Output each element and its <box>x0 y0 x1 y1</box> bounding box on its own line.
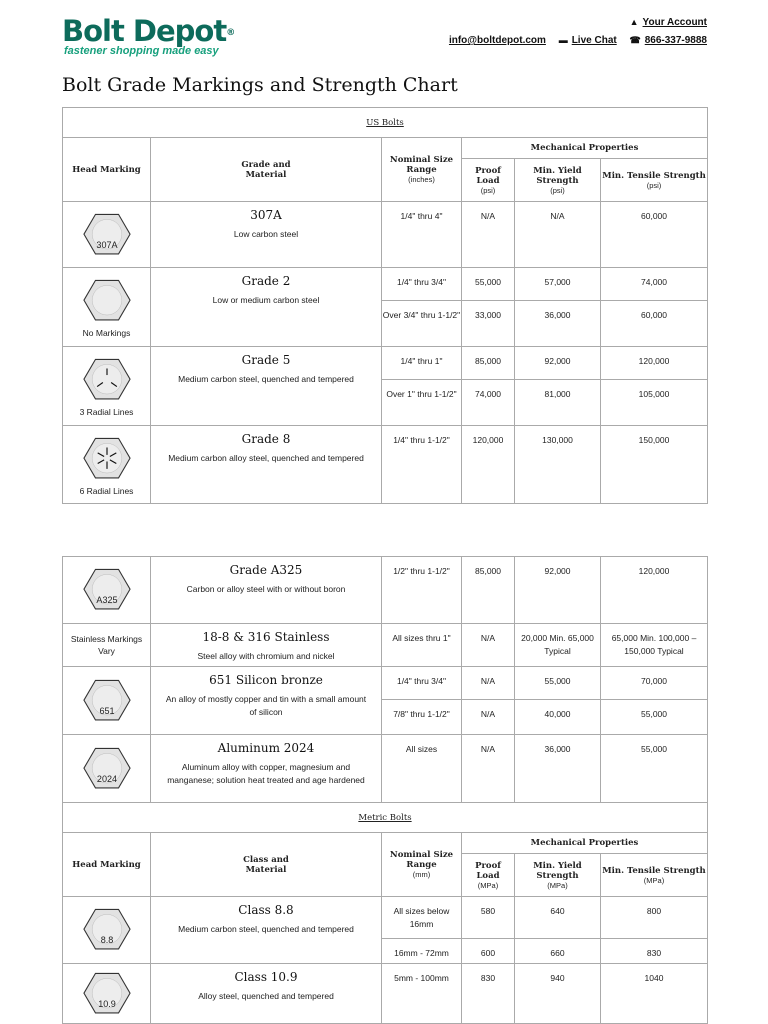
phone-link[interactable]: 866-337-9888 <box>644 35 707 46</box>
head-marking-cell <box>63 557 151 624</box>
grade-material: Aluminum alloy with copper, magnesium and manganese; solution heat treated and age hardened <box>167 762 365 785</box>
metric-mechanical-properties-header: Mechanical Properties <box>462 833 708 854</box>
size-cell: All sizes thru 1" <box>382 624 462 667</box>
min-yield-header: Min. Yield Strength (psi) <box>515 159 601 202</box>
min-yield-cell: N/A <box>515 202 601 268</box>
min-yield-cell: 640 <box>515 897 601 939</box>
grade-material: An alloy of mostly copper and tin with a small amount of silicon <box>165 694 367 717</box>
grade-name: 307A <box>250 208 282 222</box>
proof-load-cell: N/A <box>462 700 515 735</box>
grade-name: 18-8 & 316 Stainless <box>202 630 330 644</box>
head-marking-cell <box>63 667 151 735</box>
min-tensile-cell: 65,000 Min. 100,000 – 150,000 Typical <box>601 624 708 667</box>
bolt-head-icon <box>79 743 135 795</box>
class-material-header: Class and Material <box>151 833 382 897</box>
min-tensile-cell: 800 <box>601 897 708 939</box>
table-row <box>63 624 708 667</box>
size-cell: 5mm - 100mm <box>382 964 462 1024</box>
head-marking-cell <box>63 897 151 964</box>
size-cell: Over 3/4" thru 1-1/2" <box>382 301 462 347</box>
grade-material: Medium carbon alloy steel, quenched and tempered <box>168 453 364 463</box>
logo-text: Bolt Depot <box>62 14 227 48</box>
table-row <box>63 202 708 268</box>
chat-icon: ▬ <box>558 35 568 45</box>
size-cell: All sizes <box>382 735 462 803</box>
grade-material: Carbon or alloy steel with or without boron <box>186 584 346 594</box>
user-icon: ▲ <box>629 17 639 27</box>
head-marking-cell <box>63 347 151 426</box>
min-tensile-cell: 55,000 <box>601 735 708 803</box>
proof-load-cell: 600 <box>462 939 515 964</box>
nominal-size-header: Nominal Size Range (inches) <box>382 138 462 202</box>
grade-name: Class 8.8 <box>238 903 294 917</box>
grade-cell <box>151 202 382 268</box>
grade-name: Grade A325 <box>229 563 303 577</box>
grade-name: 651 Silicon bronze <box>209 673 323 687</box>
bolt-head-icon <box>79 675 135 727</box>
min-tensile-cell: 70,000 <box>601 667 708 700</box>
page-title: Bolt Grade Markings and Strength Chart <box>62 74 458 96</box>
min-yield-cell: 36,000 <box>515 301 601 347</box>
min-tensile-cell: 60,000 <box>601 301 708 347</box>
grade-cell <box>151 268 382 347</box>
min-yield-cell: 940 <box>515 964 601 1024</box>
grade-material: Low or medium carbon steel <box>212 295 320 305</box>
min-tensile-header: Min. Tensile Strength (psi) <box>601 159 708 202</box>
min-yield-cell: 130,000 <box>515 426 601 504</box>
head-marking-label: No Markings <box>82 328 131 338</box>
size-cell: 1/4" thru 3/4" <box>382 268 462 301</box>
table-row <box>63 557 708 624</box>
min-yield-cell: 55,000 <box>515 667 601 700</box>
proof-load-cell: 120,000 <box>462 426 515 504</box>
svg-text:8.8: 8.8 <box>100 935 113 946</box>
proof-load-cell: 33,000 <box>462 301 515 347</box>
head-marking-cell <box>63 268 151 347</box>
grade-cell <box>151 735 382 803</box>
bolt-head-icon <box>79 968 135 1020</box>
size-cell: Over 1" thru 1-1/2" <box>382 380 462 426</box>
grade-name: Grade 2 <box>241 274 291 288</box>
min-yield-cell: 40,000 <box>515 700 601 735</box>
grade-material: Medium carbon steel, quenched and tempered <box>178 924 354 934</box>
head-marking-cell <box>63 624 151 667</box>
svg-text:307A: 307A <box>95 239 118 250</box>
min-yield-cell: 20,000 Min. 65,000 Typical <box>515 624 601 667</box>
table-row <box>63 347 708 380</box>
account-link-row <box>630 17 707 28</box>
size-cell: 7/8" thru 1-1/2" <box>382 700 462 735</box>
logo-registered-mark: ® <box>226 28 235 38</box>
min-yield-cell: 81,000 <box>515 380 601 426</box>
grade-material: Medium carbon steel, quenched and tempered <box>178 374 354 384</box>
phone-icon: ☎ <box>629 35 641 45</box>
bolt-head-icon <box>79 433 135 485</box>
min-tensile-cell: 120,000 <box>601 557 708 624</box>
contact-links-row <box>449 35 707 46</box>
other-materials-table <box>62 556 708 1024</box>
size-cell: 16mm - 72mm <box>382 939 462 964</box>
min-tensile-cell: 55,000 <box>601 700 708 735</box>
live-chat-link[interactable]: Live Chat <box>571 35 617 46</box>
proof-load-cell: N/A <box>462 667 515 700</box>
your-account-link[interactable]: Your Account <box>642 17 707 28</box>
table-row <box>63 426 708 504</box>
bolt-head-icon <box>79 209 135 261</box>
metric-bolts-section-title: Metric Bolts <box>63 803 708 833</box>
grade-cell <box>151 964 382 1024</box>
proof-load-cell: N/A <box>462 624 515 667</box>
min-tensile-cell: 105,000 <box>601 380 708 426</box>
proof-load-cell: 55,000 <box>462 268 515 301</box>
proof-load-cell: 580 <box>462 897 515 939</box>
min-tensile-cell: 120,000 <box>601 347 708 380</box>
metric-min-yield-header: Min. Yield Strength (MPa) <box>515 854 601 897</box>
proof-load-header: Proof Load (psi) <box>462 159 515 202</box>
min-yield-cell: 92,000 <box>515 557 601 624</box>
grade-cell <box>151 557 382 624</box>
size-cell: 1/4" thru 3/4" <box>382 667 462 700</box>
svg-text:A325: A325 <box>95 595 118 606</box>
svg-text:651: 651 <box>98 705 115 716</box>
size-cell: All sizes below 16mm <box>382 897 462 939</box>
us-bolts-section-title: US Bolts <box>63 108 708 138</box>
head-marking-label: 3 Radial Lines <box>79 407 134 417</box>
proof-load-cell: 85,000 <box>462 347 515 380</box>
proof-load-cell: 830 <box>462 964 515 1024</box>
head-marking-cell <box>63 735 151 803</box>
table-row <box>63 964 708 1024</box>
grade-cell <box>151 347 382 426</box>
grade-cell <box>151 624 382 667</box>
head-marking-cell <box>63 964 151 1024</box>
proof-load-cell: N/A <box>462 202 515 268</box>
grade-cell <box>151 667 382 735</box>
table-row <box>63 735 708 803</box>
grade-name: Class 10.9 <box>234 970 298 984</box>
metric-nominal-size-header: Nominal Size Range (mm) <box>382 833 462 897</box>
head-marking-cell <box>63 426 151 504</box>
metric-proof-load-header: Proof Load (MPa) <box>462 854 515 897</box>
size-cell: 1/4" thru 1" <box>382 347 462 380</box>
min-tensile-cell: 150,000 <box>601 426 708 504</box>
bolt-head-icon <box>79 354 135 406</box>
min-tensile-cell: 1040 <box>601 964 708 1024</box>
grade-material: Low carbon steel <box>233 229 299 239</box>
table-row <box>63 897 708 939</box>
head-marking-cell <box>63 202 151 268</box>
size-cell: 1/4" thru 1-1/2" <box>382 426 462 504</box>
svg-text:2024: 2024 <box>96 773 117 784</box>
min-tensile-cell: 60,000 <box>601 202 708 268</box>
min-yield-cell: 36,000 <box>515 735 601 803</box>
us-bolts-table <box>62 107 708 504</box>
bolt-head-icon <box>79 275 135 327</box>
grade-name: Grade 8 <box>241 432 291 446</box>
grade-name: Aluminum 2024 <box>217 741 315 755</box>
size-cell: 1/4" thru 4" <box>382 202 462 268</box>
grade-material: Alloy steel, quenched and tempered <box>198 991 334 1001</box>
grade-cell <box>151 897 382 964</box>
min-yield-cell: 92,000 <box>515 347 601 380</box>
min-tensile-cell: 74,000 <box>601 268 708 301</box>
head-marking-header: Head Marking <box>63 138 151 202</box>
logo-tagline: fastener shopping made easy <box>64 45 219 57</box>
grade-name: Grade 5 <box>241 353 291 367</box>
bolt-head-icon <box>79 904 135 956</box>
bolt-depot-logo[interactable] <box>62 16 262 60</box>
proof-load-cell: 85,000 <box>462 557 515 624</box>
proof-load-cell: N/A <box>462 735 515 803</box>
proof-load-cell: 74,000 <box>462 380 515 426</box>
head-marking-label: 6 Radial Lines <box>79 485 134 496</box>
table-row <box>63 667 708 700</box>
grade-material: Steel alloy with chromium and nickel <box>197 651 335 661</box>
grade-material-header: Grade and Material <box>151 138 382 202</box>
bolt-head-icon <box>79 564 135 616</box>
size-cell: 1/2" thru 1-1/2" <box>382 557 462 624</box>
table-row <box>63 268 708 301</box>
min-yield-cell: 660 <box>515 939 601 964</box>
min-tensile-cell: 830 <box>601 939 708 964</box>
grade-cell <box>151 426 382 504</box>
metric-min-tensile-header: Min. Tensile Strength (MPa) <box>601 854 708 897</box>
min-yield-cell: 57,000 <box>515 268 601 301</box>
svg-text:10.9: 10.9 <box>97 998 116 1009</box>
head-marking-label: Stainless Markings Vary <box>70 634 143 656</box>
metric-head-marking-header: Head Marking <box>63 833 151 897</box>
mechanical-properties-header: Mechanical Properties <box>462 138 708 159</box>
email-link[interactable]: info@boltdepot.com <box>448 35 546 46</box>
